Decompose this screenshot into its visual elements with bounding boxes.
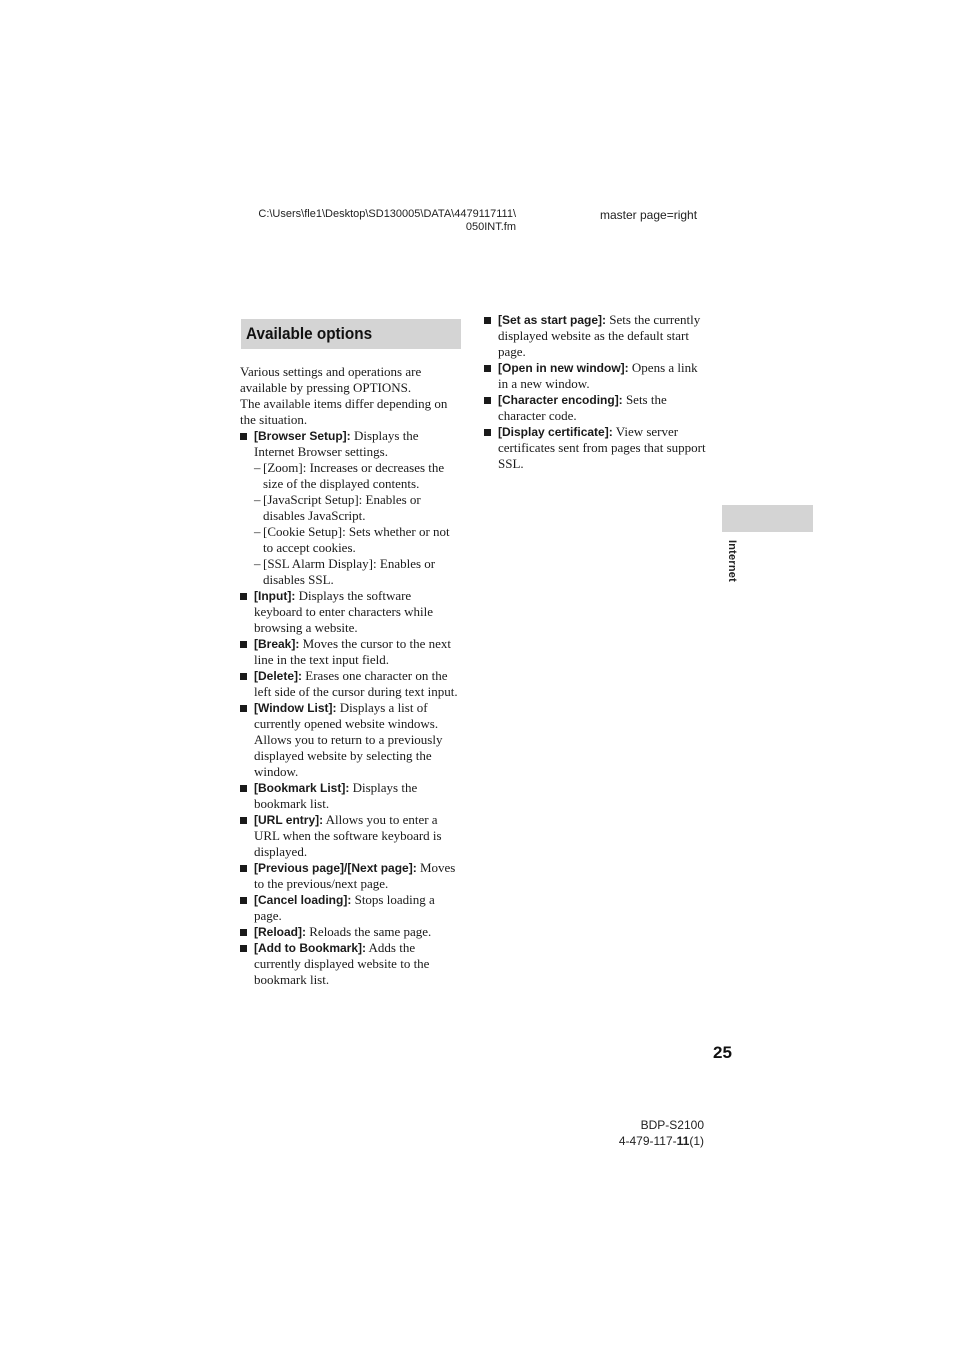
option-description: Moves the cursor to the next line in the text input field. [254, 636, 451, 667]
footer-code-suffix: (1) [689, 1134, 704, 1148]
option-keyword: [Reload]: [254, 925, 306, 939]
footer-code [560, 1133, 704, 1149]
sub-option-text: [JavaScript Setup]: Enables or disables JavaScript. [263, 492, 421, 523]
option-url-entry [240, 812, 462, 860]
sub-option-text: [SSL Alarm Display]: Enables or disables SSL. [263, 556, 436, 587]
sub-option-text: [Cookie Setup]: Sets whether or not to accept cookies. [263, 524, 450, 555]
option-description: Allows you to enter a URL when the software keyboard is displayed. [254, 812, 442, 859]
page-number: 25 [713, 1043, 732, 1062]
option-description: Reloads the same page. [306, 924, 432, 939]
footer-code-prefix: 4-479-117- [618, 1134, 677, 1148]
option-description: View server certificates sent from pages that support SSL. [498, 424, 706, 471]
footer-model: BDP-S2100 [640, 1118, 704, 1132]
option-keyword: [Add to Bookmark]: [254, 941, 366, 955]
bullet-square-icon [240, 945, 247, 952]
header-file-path-line1: C:\Users\fle1\Desktop\SD130005\DATA\4479117111\ [258, 208, 516, 220]
option-browser-setup [240, 428, 462, 460]
sub-option-ssl-alarm [240, 556, 462, 588]
chapter-tab [722, 505, 813, 532]
option-keyword: [Cancel loading]: [254, 893, 352, 907]
intro-paragraph-2: The available items differ depending on the situation. [240, 396, 448, 427]
bullet-square-icon [240, 785, 247, 792]
left-column [240, 364, 462, 988]
option-keyword: [Set as start page]: [498, 313, 607, 327]
option-description: Moves to the previous/next page. [254, 860, 456, 891]
header-file-path [246, 208, 516, 234]
bullet-square-icon [484, 397, 491, 404]
option-keyword: [Open in new window]: [498, 361, 629, 375]
sub-option-zoom [240, 460, 462, 492]
option-description: Stops loading a page. [254, 892, 435, 923]
bullet-square-icon [240, 433, 247, 440]
bullet-square-icon [484, 429, 491, 436]
option-window-list [240, 700, 462, 780]
option-keyword: [Display certificate]: [498, 425, 613, 439]
option-open-in-new-window [484, 360, 708, 392]
option-description: Displays the Internet Browser settings. [254, 428, 419, 459]
option-keyword: [Break]: [254, 637, 300, 651]
option-character-encoding [484, 392, 708, 424]
header-master-page: master page=right [600, 208, 698, 222]
option-description: Displays the bookmark list. [254, 780, 418, 811]
option-description: Opens a link in a new window. [498, 360, 698, 391]
bullet-square-icon [240, 705, 247, 712]
intro-paragraph-1: Various settings and operations are available by pressing OPTIONS. [240, 364, 422, 395]
dash-icon: – [254, 460, 261, 475]
bullet-square-icon [484, 365, 491, 372]
sub-option-javascript [240, 492, 462, 524]
bullet-square-icon [240, 673, 247, 680]
option-keyword: [Input]: [254, 589, 296, 603]
bullet-square-icon [240, 593, 247, 600]
option-bookmark-list [240, 780, 462, 812]
option-keyword: [Bookmark List]: [254, 781, 350, 795]
option-description: Erases one character on the left side of the cursor during text input. [254, 668, 458, 699]
option-keyword: [URL entry]: [254, 813, 324, 827]
option-set-as-start-page [484, 312, 708, 360]
sub-option-text: [Zoom]: Increases or decreases the size of the displayed contents. [263, 460, 445, 491]
option-description: Adds the currently displayed website to the bookmark list. [254, 940, 430, 987]
option-input [240, 588, 462, 636]
bullet-square-icon [240, 641, 247, 648]
option-add-to-bookmark [240, 940, 462, 988]
option-display-certificate [484, 424, 708, 472]
chapter-tab-label: Internet [726, 540, 738, 582]
bullet-square-icon [240, 817, 247, 824]
option-keyword: [Previous page]/[Next page]: [254, 861, 417, 875]
right-column [484, 312, 708, 472]
option-description: Sets the currently displayed website as the default start page. [498, 312, 701, 359]
option-keyword: [Window List]: [254, 701, 337, 715]
option-description: Sets the character code. [498, 392, 667, 423]
option-break [240, 636, 462, 668]
bullet-square-icon [484, 317, 491, 324]
sub-option-cookie [240, 524, 462, 556]
option-keyword: [Browser Setup]: [254, 429, 351, 443]
dash-icon: – [254, 556, 261, 571]
bullet-square-icon [240, 865, 247, 872]
dash-icon: – [254, 492, 261, 507]
header-file-path-line2: 050INT.fm [465, 221, 516, 233]
option-description: Displays the software keyboard to enter characters while browsing a website. [254, 588, 434, 635]
option-delete [240, 668, 462, 700]
option-keyword: [Delete]: [254, 669, 303, 683]
option-reload [240, 924, 462, 940]
option-description: Displays a list of currently opened website windows. Allows you to return to a previously displayed website by selecting the window. [254, 700, 443, 779]
bullet-square-icon [240, 897, 247, 904]
section-title: Available options [246, 324, 373, 343]
bullet-square-icon [240, 929, 247, 936]
dash-icon: – [254, 524, 261, 539]
footer-code-bold: 11 [676, 1134, 690, 1148]
footer [560, 1117, 704, 1149]
option-cancel-loading [240, 892, 462, 924]
option-keyword: [Character encoding]: [498, 393, 623, 407]
option-previous-next-page [240, 860, 462, 892]
